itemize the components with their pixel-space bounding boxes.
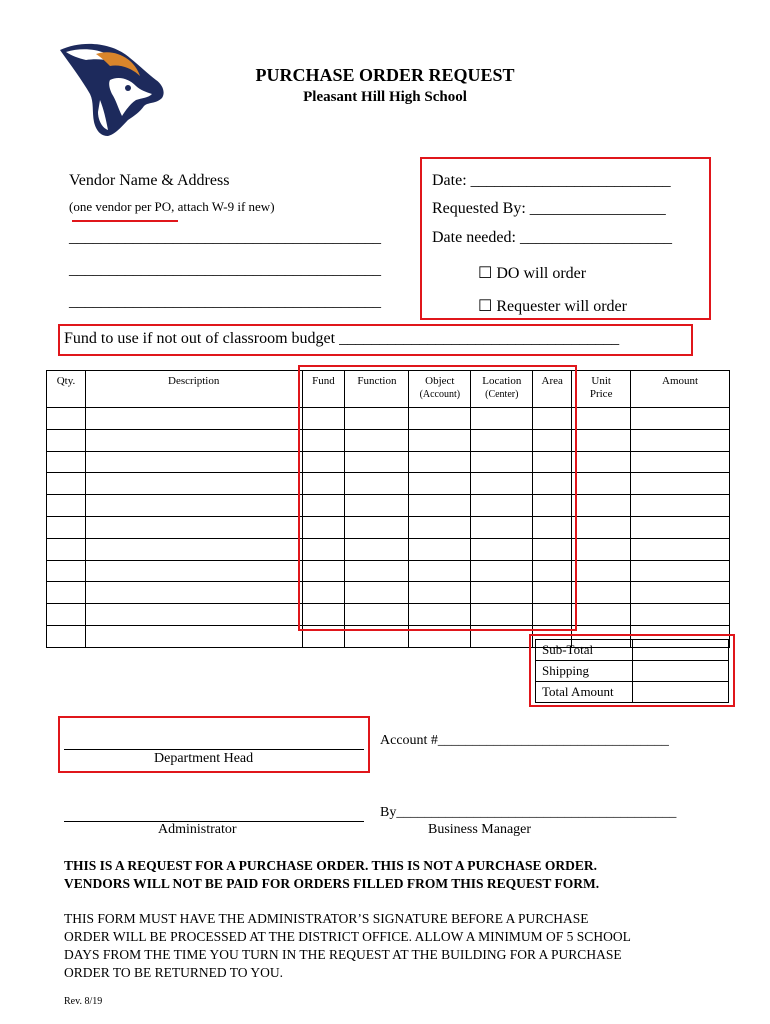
business-manager-signature-field[interactable]: By________________________________________ [380,805,677,820]
table-cell[interactable] [572,429,631,451]
fund-header: Fund [302,371,345,408]
table-cell[interactable] [47,582,86,604]
revision-label: Rev. 8/19 [64,996,103,1007]
table-cell[interactable] [85,516,302,538]
location-header-label: Location [482,375,522,387]
table-cell[interactable] [572,408,631,430]
account-codes-annotation-box [298,365,577,631]
vendor-label: Vendor Name & Address [69,172,230,189]
school-name: Pleasant Hill High School [303,89,467,105]
fund-field[interactable]: Fund to use if not out of classroom budget ___________________________________ [64,330,620,347]
table-cell[interactable] [47,495,86,517]
notice-line-4: ORDER TO BE RETURNED TO YOU. [64,965,284,980]
vendor-address-line-2[interactable]: _______________________________________ [69,261,381,278]
table-cell[interactable] [631,495,730,517]
table-cell[interactable] [47,408,86,430]
table-cell[interactable] [47,451,86,473]
table-cell[interactable] [85,582,302,604]
table-cell[interactable] [572,516,631,538]
table-cell[interactable] [631,560,730,582]
description-header: Description [85,371,302,408]
goat-mascot-icon [52,36,170,138]
table-cell[interactable] [85,625,302,647]
vendor-note-underline-annotation [72,220,178,222]
subtotal-label: Sub-Total [536,640,633,661]
table-cell[interactable] [631,429,730,451]
table-cell[interactable] [47,516,86,538]
vendor-address-line-3[interactable]: _______________________________________ [69,293,381,310]
table-cell[interactable] [47,538,86,560]
table-cell[interactable] [47,625,86,647]
table-cell[interactable] [631,516,730,538]
table-cell[interactable] [572,473,631,495]
table-cell[interactable] [47,429,86,451]
table-cell[interactable] [572,538,631,560]
location-header-sub: (Center) [485,389,519,400]
requested-by-field[interactable]: Requested By: _________________ [432,200,666,217]
table-cell[interactable] [631,582,730,604]
table-cell[interactable] [85,473,302,495]
table-cell[interactable] [631,451,730,473]
vendor-address-line-1[interactable]: _______________________________________ [69,229,381,246]
date-needed-field[interactable]: Date needed: ___________________ [432,229,672,246]
notice-line-2: ORDER WILL BE PROCESSED AT THE DISTRICT OFFICE. ALLOW A MINIMUM OF 5 SCHOOL [64,929,631,944]
table-cell[interactable] [85,538,302,560]
object-header-label: Object [425,375,455,387]
table-cell[interactable] [85,604,302,626]
notice-bold-line-1: THIS IS A REQUEST FOR A PURCHASE ORDER. THIS IS NOT A PURCHASE ORDER. [64,858,598,873]
notice-line-3: DAYS FROM THE TIME YOU TURN IN THE REQUEST AT THE BUILDING FOR A PURCHASE [64,947,622,962]
administrator-label: Administrator [158,822,237,837]
account-number-field[interactable]: Account #_________________________________ [380,733,669,748]
unit-header-sub: Price [589,388,613,400]
unit-header-label: Unit [591,375,611,387]
notice-line-1: THIS FORM MUST HAVE THE ADMINISTRATOR’S SIGNATURE BEFORE A PURCHASE [64,911,589,926]
table-cell[interactable] [631,604,730,626]
table-cell[interactable] [85,495,302,517]
table-cell[interactable] [47,560,86,582]
table-cell[interactable] [572,560,631,582]
table-cell[interactable] [572,495,631,517]
business-manager-label: Business Manager [428,822,532,837]
table-cell[interactable] [631,473,730,495]
totals-annotation-box [529,634,735,707]
table-cell[interactable] [85,429,302,451]
vendor-note: (one vendor per PO, attach W-9 if new) [69,199,275,214]
function-header: Function [345,371,409,408]
table-cell[interactable] [85,560,302,582]
shipping-label: Shipping [536,661,633,682]
amount-header: Amount [631,371,730,408]
requester-will-order-checkbox[interactable]: ☐ Requester will order [478,298,627,315]
table-cell[interactable] [572,582,631,604]
table-cell[interactable] [47,604,86,626]
table-cell[interactable] [572,604,631,626]
object-header-sub: (Account) [419,389,461,400]
form-title: PURCHASE ORDER REQUEST [255,65,515,85]
table-cell[interactable] [572,451,631,473]
area-header: Area [533,371,572,408]
department-head-label: Department Head [154,751,254,766]
table-cell[interactable] [631,538,730,560]
table-cell[interactable] [85,451,302,473]
date-field[interactable]: Date: _________________________ [432,172,671,189]
department-head-signature-line[interactable] [64,749,364,750]
total-label: Total Amount [536,682,633,703]
table-cell[interactable] [631,408,730,430]
table-cell[interactable] [47,473,86,495]
unit-price-header [572,371,631,408]
qty-header: Qty. [47,371,86,408]
do-will-order-checkbox[interactable]: ☐ DO will order [478,265,587,282]
table-cell[interactable] [85,408,302,430]
notice-bold-line-2: VENDORS WILL NOT BE PAID FOR ORDERS FILLED FROM THIS REQUEST FORM. [64,876,600,891]
